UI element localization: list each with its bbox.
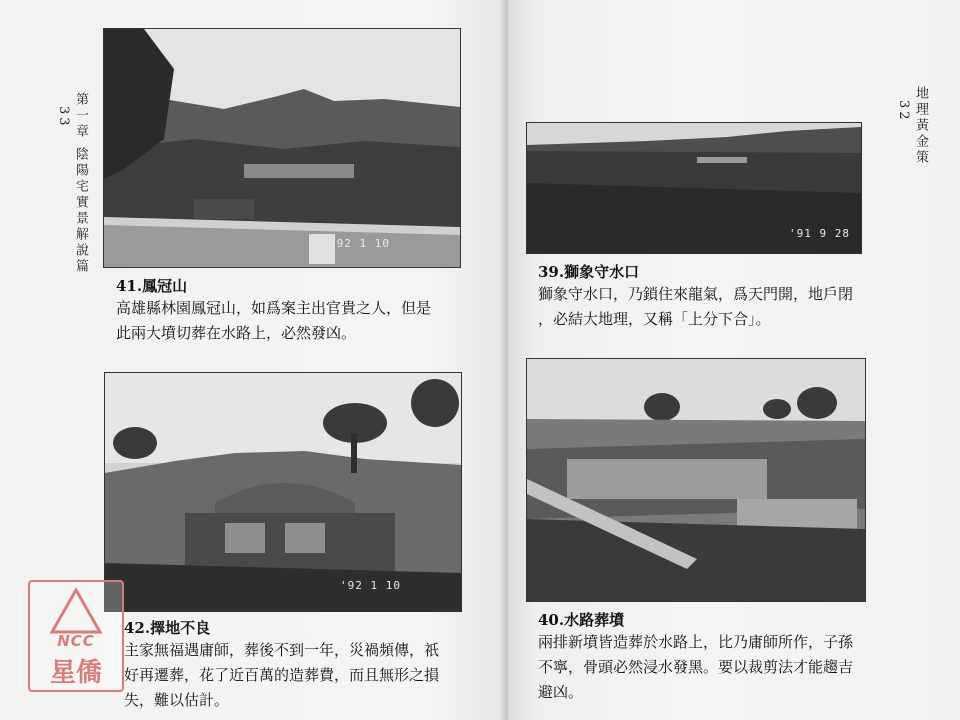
left-chapter-heading [56, 92, 90, 275]
caption-41-title: 41.鳳冠山 [116, 277, 188, 295]
ncc-watermark-logo [28, 580, 124, 692]
photo-poor-site-selection [104, 372, 462, 612]
caption-42-body [124, 638, 439, 713]
photo-lion-elephant-water-gate [526, 122, 862, 254]
photo-39-date-stamp: '91 9 28 [789, 227, 850, 240]
right-page [508, 0, 960, 720]
caption-40-body [538, 630, 853, 705]
photo-phoenix-crown-mountain [103, 28, 461, 268]
photo-graves-on-water-path [526, 358, 866, 602]
caption-42-line-1: 主家無福遇庸師，葬後不到一年，災禍頻傳，祇 [124, 641, 440, 659]
photo-42-image [105, 373, 461, 611]
caption-39-body [538, 282, 853, 332]
photo-40-image [527, 359, 865, 601]
caption-41-line-1: 高雄縣林園鳳冠山，如爲案主出官貴之人，但是 [116, 299, 432, 317]
caption-39-line-2: ，必結大地理，又稱「上分下合」。 [538, 310, 771, 328]
left-page-number: 33 [56, 106, 71, 129]
caption-40-line-3: 避凶。 [538, 683, 584, 701]
photo-41-date-stamp: '92 1 10 [329, 237, 390, 250]
caption-39-title: 39.獅象守水口 [538, 263, 640, 281]
caption-40-line-2: 不寧，骨頭必然浸水發黑。要以裁剪法才能趨吉 [538, 658, 854, 676]
caption-42-title: 42.擇地不良 [124, 619, 211, 637]
photo-41-image [104, 29, 460, 267]
caption-40-line-1: 兩排新墳皆造葬於水路上，比乃庸師所作，子孫 [538, 633, 854, 651]
photo-42-date-stamp: '92 1 10 [340, 579, 401, 592]
right-page-number: 32 [896, 100, 911, 123]
caption-40-title: 40.水路葬墳 [538, 611, 625, 629]
caption-42-line-2: 好再遷葬，花了近百萬的造葬費，而且無形之損 [124, 666, 440, 684]
caption-42-line-3: 失，難以估計。 [124, 691, 230, 709]
caption-41-line-2: 此兩大墳切葬在水路上，必然發凶。 [116, 324, 357, 342]
chapter-title: 第一章 陰陽宅實景解說篇 [73, 92, 88, 276]
caption-41-body [116, 296, 431, 346]
watermark-latin-text: NCC [57, 632, 95, 650]
book-title: 地理黃金策 [913, 86, 928, 166]
right-book-heading [896, 86, 930, 166]
caption-39-line-1: 獅象守水口，乃鎖住來龍氣，爲天門開，地戶閉 [538, 285, 854, 303]
watermark-chinese-text: 星僑 [49, 658, 102, 688]
